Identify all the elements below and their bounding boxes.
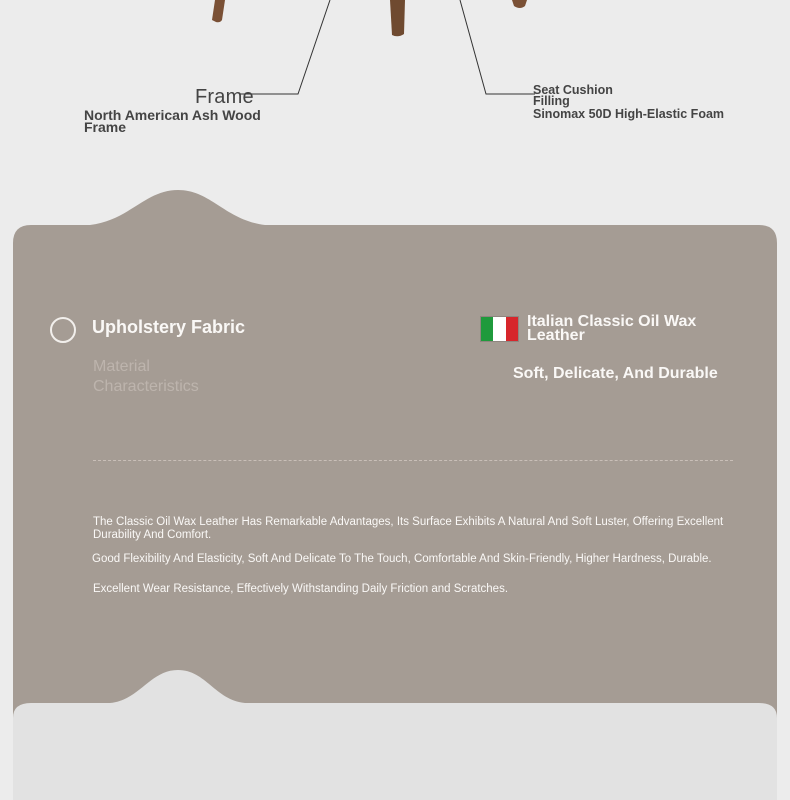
seat-callout-title: Seat Cushion Filling: [533, 83, 613, 108]
italy-flag-icon: [480, 316, 519, 342]
circle-icon: [50, 317, 76, 343]
feature-text-3: Excellent Wear Resistance, Effectively Withstanding Daily Friction and Scratches.: [93, 583, 509, 595]
chair-leg-center: [390, 0, 405, 36]
dashed-divider: [93, 460, 733, 461]
leather-name: Italian Classic Oil Wax Leather: [527, 313, 697, 344]
frame-callout-title: Frame: [195, 86, 254, 108]
material-characteristics-subtitle: Material Characteristics: [93, 358, 199, 395]
chair-illustration: [0, 0, 790, 160]
frame-callout-description: North American Ash Wood Frame: [84, 107, 261, 135]
seat-callout-description: Sinomax 50D High-Elastic Foam: [533, 107, 725, 121]
chair-leg-right: [512, 0, 527, 8]
feature-text-1: The Classic Oil Wax Leather Has Remarkable Advantages, Its Surface Exhibits A Natural And Soft Luster, Offering Excellent Durability And Comfort.: [93, 516, 724, 541]
leather-tagline: Soft, Delicate, And Durable: [513, 365, 718, 382]
feature-text-2: Good Flexibility And Elasticity, Soft And Delicate To The Touch, Comfortable And Skin-Friendly, Higher Hardness, Durable.: [92, 553, 712, 565]
chair-leg-left: [212, 0, 225, 22]
frame-callout-line: [240, 0, 330, 94]
upholstery-fabric-title: Upholstery Fabric: [92, 317, 246, 337]
fabric-panel: [0, 185, 790, 800]
seat-callout-line: [460, 0, 535, 94]
